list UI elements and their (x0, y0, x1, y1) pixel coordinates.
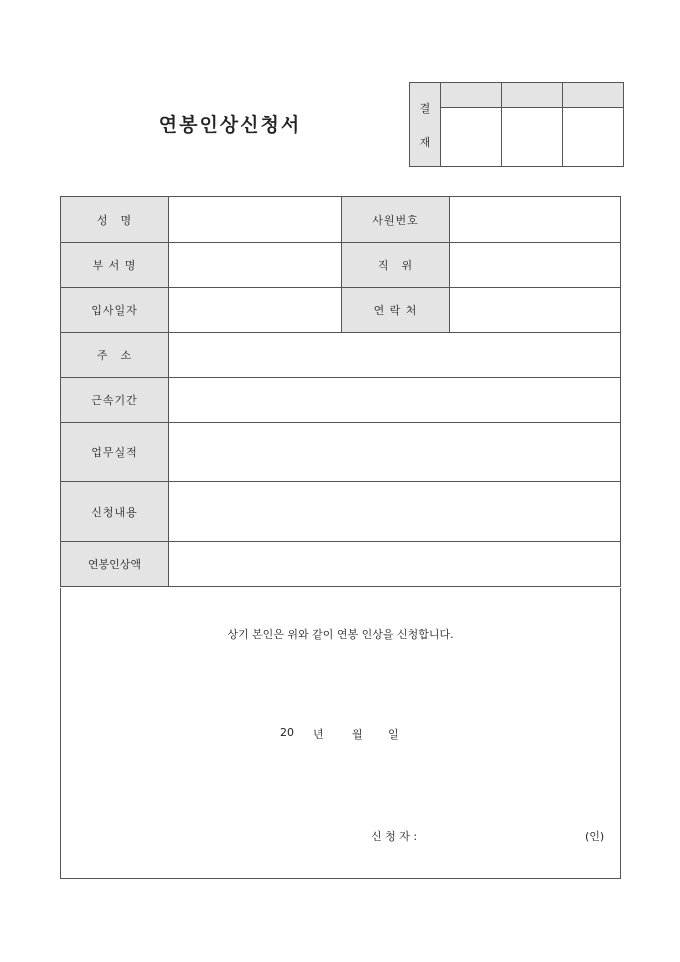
application-table (60, 196, 621, 587)
tenure-label: 근속기간 (61, 378, 169, 423)
seal-mark: (인) (585, 830, 605, 843)
employee-no-label: 사원번호 (342, 197, 450, 243)
contact-label: 연 락 처 (342, 288, 450, 333)
position-label: 직 위 (342, 243, 450, 288)
date-year-label: 년 (313, 728, 324, 741)
approval-sign-3[interactable] (563, 108, 624, 167)
request-label: 신청내용 (61, 482, 169, 542)
tenure-field[interactable] (169, 378, 621, 423)
date-year: 20 (280, 726, 294, 739)
join-date-label: 입사일자 (61, 288, 169, 333)
statement-text: 상기 본인은 위와 같이 연봉 인상을 신청합니다. (227, 628, 454, 641)
approval-head-1 (441, 83, 502, 108)
address-field[interactable] (169, 333, 621, 378)
approval-label (410, 83, 441, 167)
approval-label-bottom: 재 (419, 135, 431, 149)
approval-head-3 (563, 83, 624, 108)
raise-amount-field[interactable] (169, 542, 621, 587)
raise-amount-label: 연봉인상액 (61, 542, 169, 587)
contact-field[interactable] (450, 288, 621, 333)
employee-no-field[interactable] (450, 197, 621, 243)
statement-section (60, 588, 621, 879)
date-month-label: 월 (352, 728, 363, 741)
applicant-name-field[interactable] (451, 824, 571, 842)
department-field[interactable] (169, 243, 342, 288)
approval-sign-1[interactable] (441, 108, 502, 167)
join-date-field[interactable] (169, 288, 342, 333)
name-field[interactable] (169, 197, 342, 243)
department-label: 부 서 명 (61, 243, 169, 288)
address-label: 주 소 (61, 333, 169, 378)
form-title: 연봉인상신청서 (158, 114, 302, 136)
approval-box (409, 82, 624, 167)
name-label: 성 명 (61, 197, 169, 243)
approval-sign-2[interactable] (502, 108, 563, 167)
approval-label-top: 결 (419, 101, 431, 115)
performance-field[interactable] (169, 423, 621, 482)
approval-head-2 (502, 83, 563, 108)
applicant-label: 신 청 자 : (371, 830, 418, 843)
performance-label: 업무실적 (61, 423, 169, 482)
date-day-label: 일 (388, 728, 399, 741)
request-field[interactable] (169, 482, 621, 542)
position-field[interactable] (450, 243, 621, 288)
